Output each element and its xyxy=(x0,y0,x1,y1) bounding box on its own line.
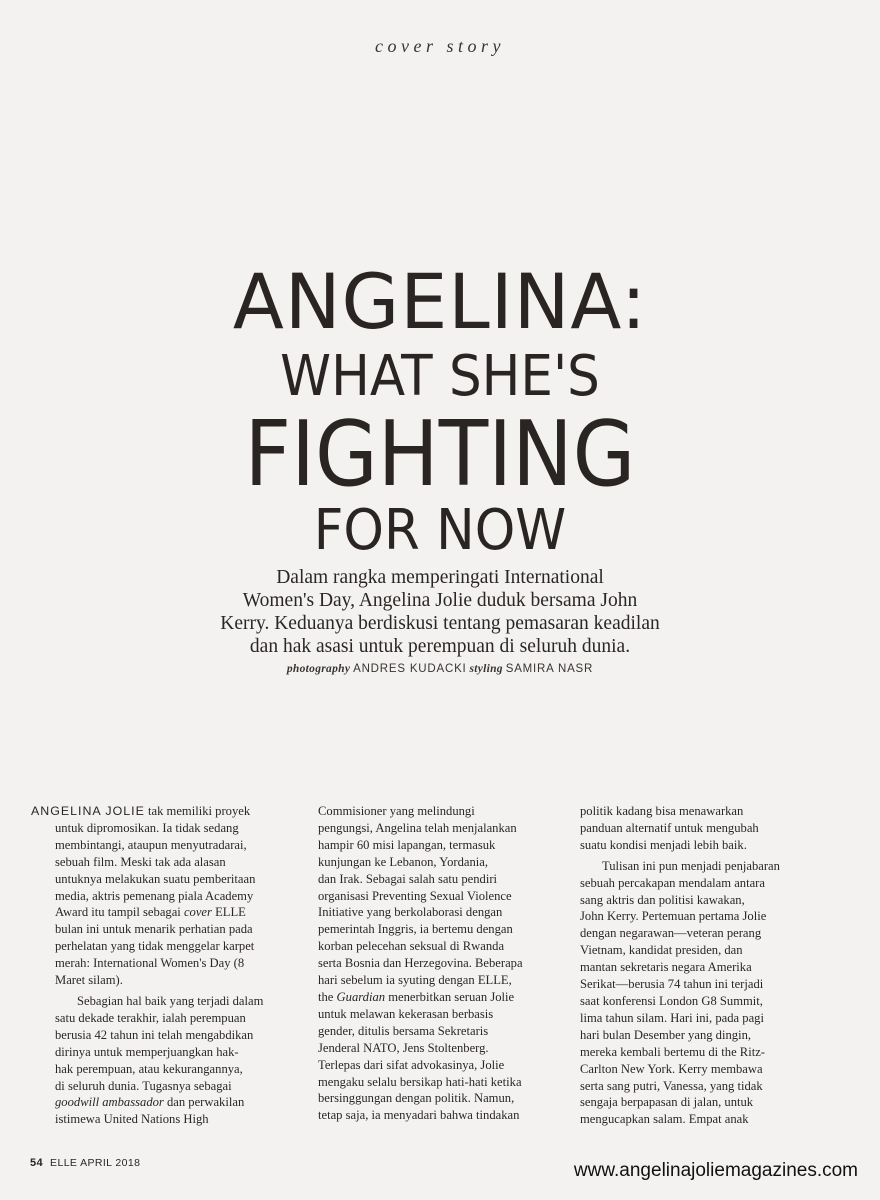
body-line: sebuah film. Meski tak ada alasan xyxy=(55,854,226,869)
headline xyxy=(0,257,880,563)
standfirst-line: Kerry. Keduanya berdiskusi tentang pemasaran keadilan xyxy=(220,613,660,634)
body-line: serta Bosnia dan Herzegovina. Beberapa xyxy=(318,956,523,971)
body-line: serta sang putri, Vanessa, yang tidak xyxy=(580,1078,763,1093)
body-line: bulan ini untuk menarik perhatian pada xyxy=(55,922,253,937)
body-line: Serikat—berusia 74 tahun ini terjadi xyxy=(580,977,764,992)
body-line: untuk melawan kekerasan berbasis xyxy=(318,1006,494,1021)
body-line xyxy=(318,989,568,1006)
body-line: untuknya melakukan suatu pemberitaan xyxy=(55,871,256,886)
body-line: Maret silam). xyxy=(55,973,123,988)
body-line: hari sebelum ia syuting dengan ELLE, xyxy=(318,973,512,988)
standfirst xyxy=(0,566,880,658)
body-emphasis: cover xyxy=(183,905,212,920)
body-line: mengaku selalu bersikap hati-hati ketika xyxy=(318,1074,522,1089)
body-line: John Kerry. Pertemuan pertama Jolie xyxy=(580,909,767,924)
body-line: Vietnam, kandidat presiden, dan xyxy=(580,943,743,958)
body-column-2 xyxy=(318,803,568,1124)
body-line: media, aktris pemenang piala Academy xyxy=(55,888,254,903)
headline-line-4: FOR NOW xyxy=(313,498,567,563)
body-line: Commisioner yang melindungi xyxy=(318,804,475,818)
body-line: mengucapkan salam. Empat anak xyxy=(580,1112,749,1127)
body-line: pemerintah Inggris, ia bertemu dengan xyxy=(318,922,513,937)
body-line: dan Irak. Sebagai salah satu pendiri xyxy=(318,871,498,886)
body-text: tak memiliki proyek xyxy=(144,804,251,818)
headline-line-1: ANGELINA: xyxy=(232,257,648,346)
issue-label: ELLE APRIL 2018 xyxy=(50,1157,141,1169)
body-line: Carlton New York. Kerry membawa xyxy=(580,1061,763,1076)
body-line: istimewa United Nations High xyxy=(55,1112,209,1127)
headline-line-3: FIGHTING xyxy=(244,402,636,507)
body-line: kunjungan ke Lebanon, Yordania, xyxy=(318,854,488,869)
body-line: perhelatan yang tidak menggelar karpet xyxy=(55,939,255,954)
body-line: pengungsi, Angelina telah menjalankan xyxy=(318,820,517,835)
standfirst-line: Women's Day, Angelina Jolie duduk bersama John xyxy=(242,590,638,611)
body-line: mereka kembali bertemu di the Ritz- xyxy=(580,1044,765,1059)
page-number: 54 xyxy=(30,1157,44,1169)
body-line: tetap saja, ia menyadari bahwa tindakan xyxy=(318,1108,520,1123)
body-line: untuk dipromosikan. Ia tidak sedang xyxy=(55,820,239,835)
body-line: sebuah percakapan mendalam antara xyxy=(580,875,765,890)
body-line: satu dekade terakhir, ialah perempuan xyxy=(55,1010,246,1025)
body-text: Award itu tampil sebagai xyxy=(55,905,184,920)
body-text: the xyxy=(318,989,337,1004)
stylist-name: SAMIRA NASR xyxy=(505,663,594,675)
body-column-1 xyxy=(31,803,305,1128)
body-emphasis: Guardian xyxy=(336,989,386,1004)
body-line: hak perempuan, atau kekurangannya, xyxy=(55,1061,243,1076)
body-line xyxy=(55,904,305,921)
body-line: Initiative yang berkolaborasi dengan xyxy=(318,905,503,920)
body-line: politik kadang bisa menawarkan xyxy=(580,804,744,818)
lead-in: ANGELINA JOLIE xyxy=(31,804,145,818)
photographer-name: ANDRES KUDACKI xyxy=(353,663,467,675)
body-line: Sebagian hal baik yang terjadi dalam xyxy=(77,993,264,1008)
body-line: Jenderal NATO, Jens Stoltenberg. xyxy=(318,1040,489,1055)
body-line: bersinggungan dengan politik. Namun, xyxy=(318,1091,515,1106)
watermark-url: www.angelinajoliemagazines.com xyxy=(573,1160,858,1181)
styling-role: styling xyxy=(469,663,503,675)
body-line xyxy=(31,803,305,820)
body-line: hampir 60 misi lapangan, termasuk xyxy=(318,837,496,852)
body-line: di seluruh dunia. Tugasnya sebagai xyxy=(55,1078,232,1093)
body-column-3 xyxy=(580,803,830,1128)
photo-credits xyxy=(0,663,880,675)
body-line: Tulisan ini pun menjadi penjabaran xyxy=(602,858,780,873)
body-line: membintangi, ataupun menyutradarai, xyxy=(55,837,247,852)
headline-line-2: WHAT SHE'S xyxy=(280,344,600,409)
body-line: saat konferensi London G8 Summit, xyxy=(580,993,763,1008)
body-line: korban pelecehan seksual di Rwanda xyxy=(318,939,505,954)
standfirst-line: Dalam rangka memperingati International xyxy=(276,567,604,588)
body-line: panduan alternatif untuk mengubah xyxy=(580,820,759,835)
body-line: Terlepas dari sifat advokasinya, Jolie xyxy=(318,1057,505,1072)
body-line: hari bulan Desember yang dingin, xyxy=(580,1027,752,1042)
body-line: berusia 42 tahun ini telah mengabdikan xyxy=(55,1027,254,1042)
body-line: merah: International Women's Day (8 xyxy=(55,956,245,971)
photography-role: photography xyxy=(286,663,351,675)
body-line: mantan sekretaris negara Amerika xyxy=(580,960,752,975)
body-line: organisasi Preventing Sexual Violence xyxy=(318,888,512,903)
body-emphasis: goodwill ambassador xyxy=(55,1095,164,1110)
body-line: lima tahun silam. Hari ini, pada pagi xyxy=(580,1010,764,1025)
body-line: gender, ditulis bersama Sekretaris xyxy=(318,1023,489,1038)
body-text: menerbitkan seruan Jolie xyxy=(385,989,515,1004)
body-line: suatu kondisi menjadi lebih baik. xyxy=(580,837,747,852)
body-text: dan perwakilan xyxy=(163,1095,245,1110)
body-line: sengaja berpapasan di jalan, untuk xyxy=(580,1095,754,1110)
body-line: sang aktris dan politisi kawakan, xyxy=(580,892,745,907)
body-line: dirinya untuk memperjuangkan hak- xyxy=(55,1044,239,1059)
body-line: dengan negarawan—veteran perang xyxy=(580,926,762,941)
page-folio xyxy=(30,1157,140,1169)
section-label: cover story xyxy=(375,36,505,56)
body-line xyxy=(55,1094,305,1111)
standfirst-line: dan hak asasi untuk perempuan di seluruh dunia. xyxy=(249,636,631,657)
body-text: ELLE xyxy=(211,905,246,920)
